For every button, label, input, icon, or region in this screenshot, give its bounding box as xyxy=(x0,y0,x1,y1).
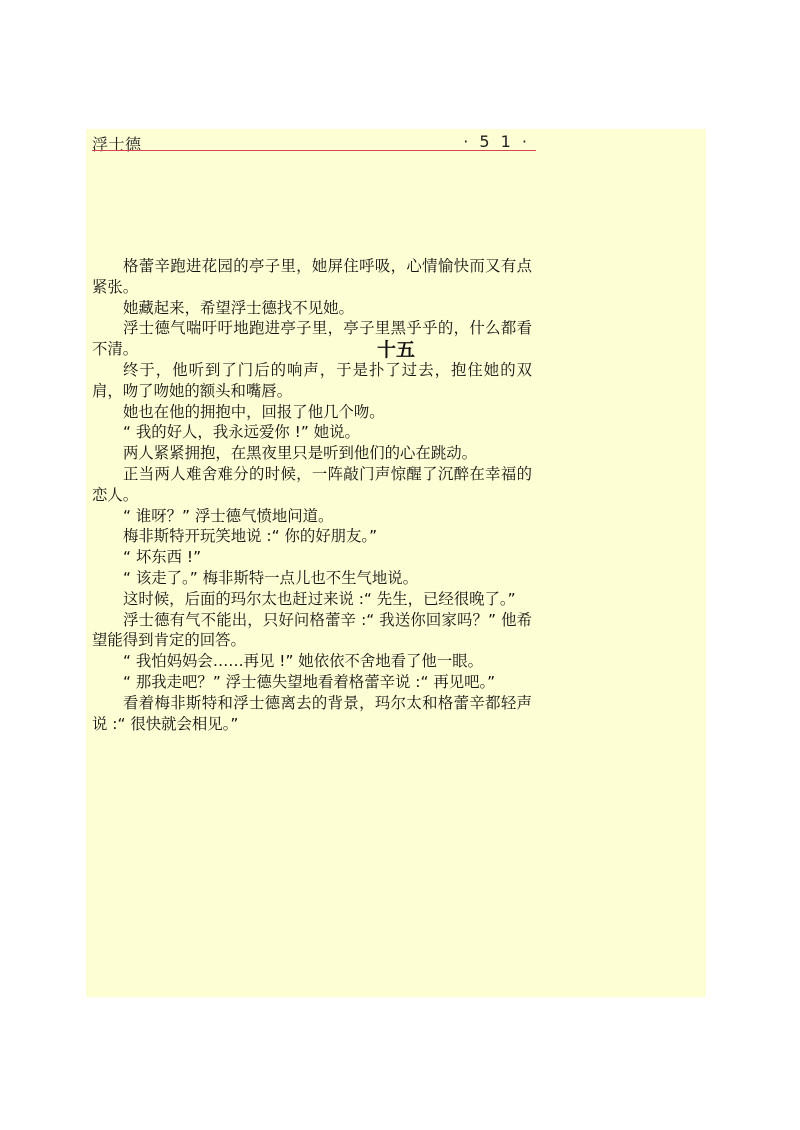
paragraph: 这时候，后面的玛尔太也赶过来说 :“ 先生，已经很晚了。” xyxy=(123,589,516,608)
paragraph: 她藏起来，希望浮士德找不见她。 xyxy=(123,298,354,317)
paragraph: “ 我怕妈妈会……再见 !” 她依依不舍地看了他一眼。 xyxy=(123,652,483,671)
running-header xyxy=(92,132,530,152)
paragraph: “ 我的好人，我永远爱你 !” 她说。 xyxy=(123,423,360,442)
paragraph: 两人紧紧拥抱，在黑夜里只是听到他们的心在跳动。 xyxy=(123,444,477,463)
header-rule xyxy=(92,150,536,151)
paragraph: 正当两人难舍难分的时候，一阵敲门声惊醒了沉醉在幸福的恋人。 xyxy=(92,464,532,504)
chapter-title: 十五 xyxy=(376,339,415,361)
paragraph: “ 坏东西 !” xyxy=(123,548,202,567)
paragraph: 浮士德有气不能出，只好问格蕾辛 :“ 我送你回家吗？” 他希望能得到肯定的回答。 xyxy=(92,610,532,650)
header-book-title: 浮士德 xyxy=(92,135,142,154)
paragraph: 看着梅非斯特和浮士德离去的背景，玛尔太和格蕾辛都轻声说 :“ 很快就会相见。” xyxy=(92,693,532,733)
paragraph: “ 谁呀？” 浮士德气愤地问道。 xyxy=(123,506,334,525)
body-text xyxy=(92,256,532,734)
paragraph: 她也在他的拥抱中，回报了他几个吻。 xyxy=(123,402,385,421)
paragraph: 浮士德气喘吁吁地跑进亭子里，亭子里黑乎乎的，什么都看不清。 xyxy=(92,319,532,359)
paragraph: “ 该走了。” 梅非斯特一点儿也不生气地说。 xyxy=(123,568,419,587)
page-number: · 5 1 · xyxy=(463,132,530,151)
paragraph: 梅非斯特开玩笑地说 :“ 你的好朋友。” xyxy=(123,527,378,546)
paragraph: 格蕾辛跑进花园的亭子里，她屏住呼吸，心情愉快而又有点紧张。 xyxy=(92,257,532,296)
paragraph: 终于，他听到了门后的响声，于是扑了过去，抱住她的双肩，吻了吻她的额头和嘴唇。 xyxy=(92,360,532,400)
paragraph: “ 那我走吧？” 浮士德失望地看着格蕾辛说 :“ 再见吧。” xyxy=(123,672,496,691)
